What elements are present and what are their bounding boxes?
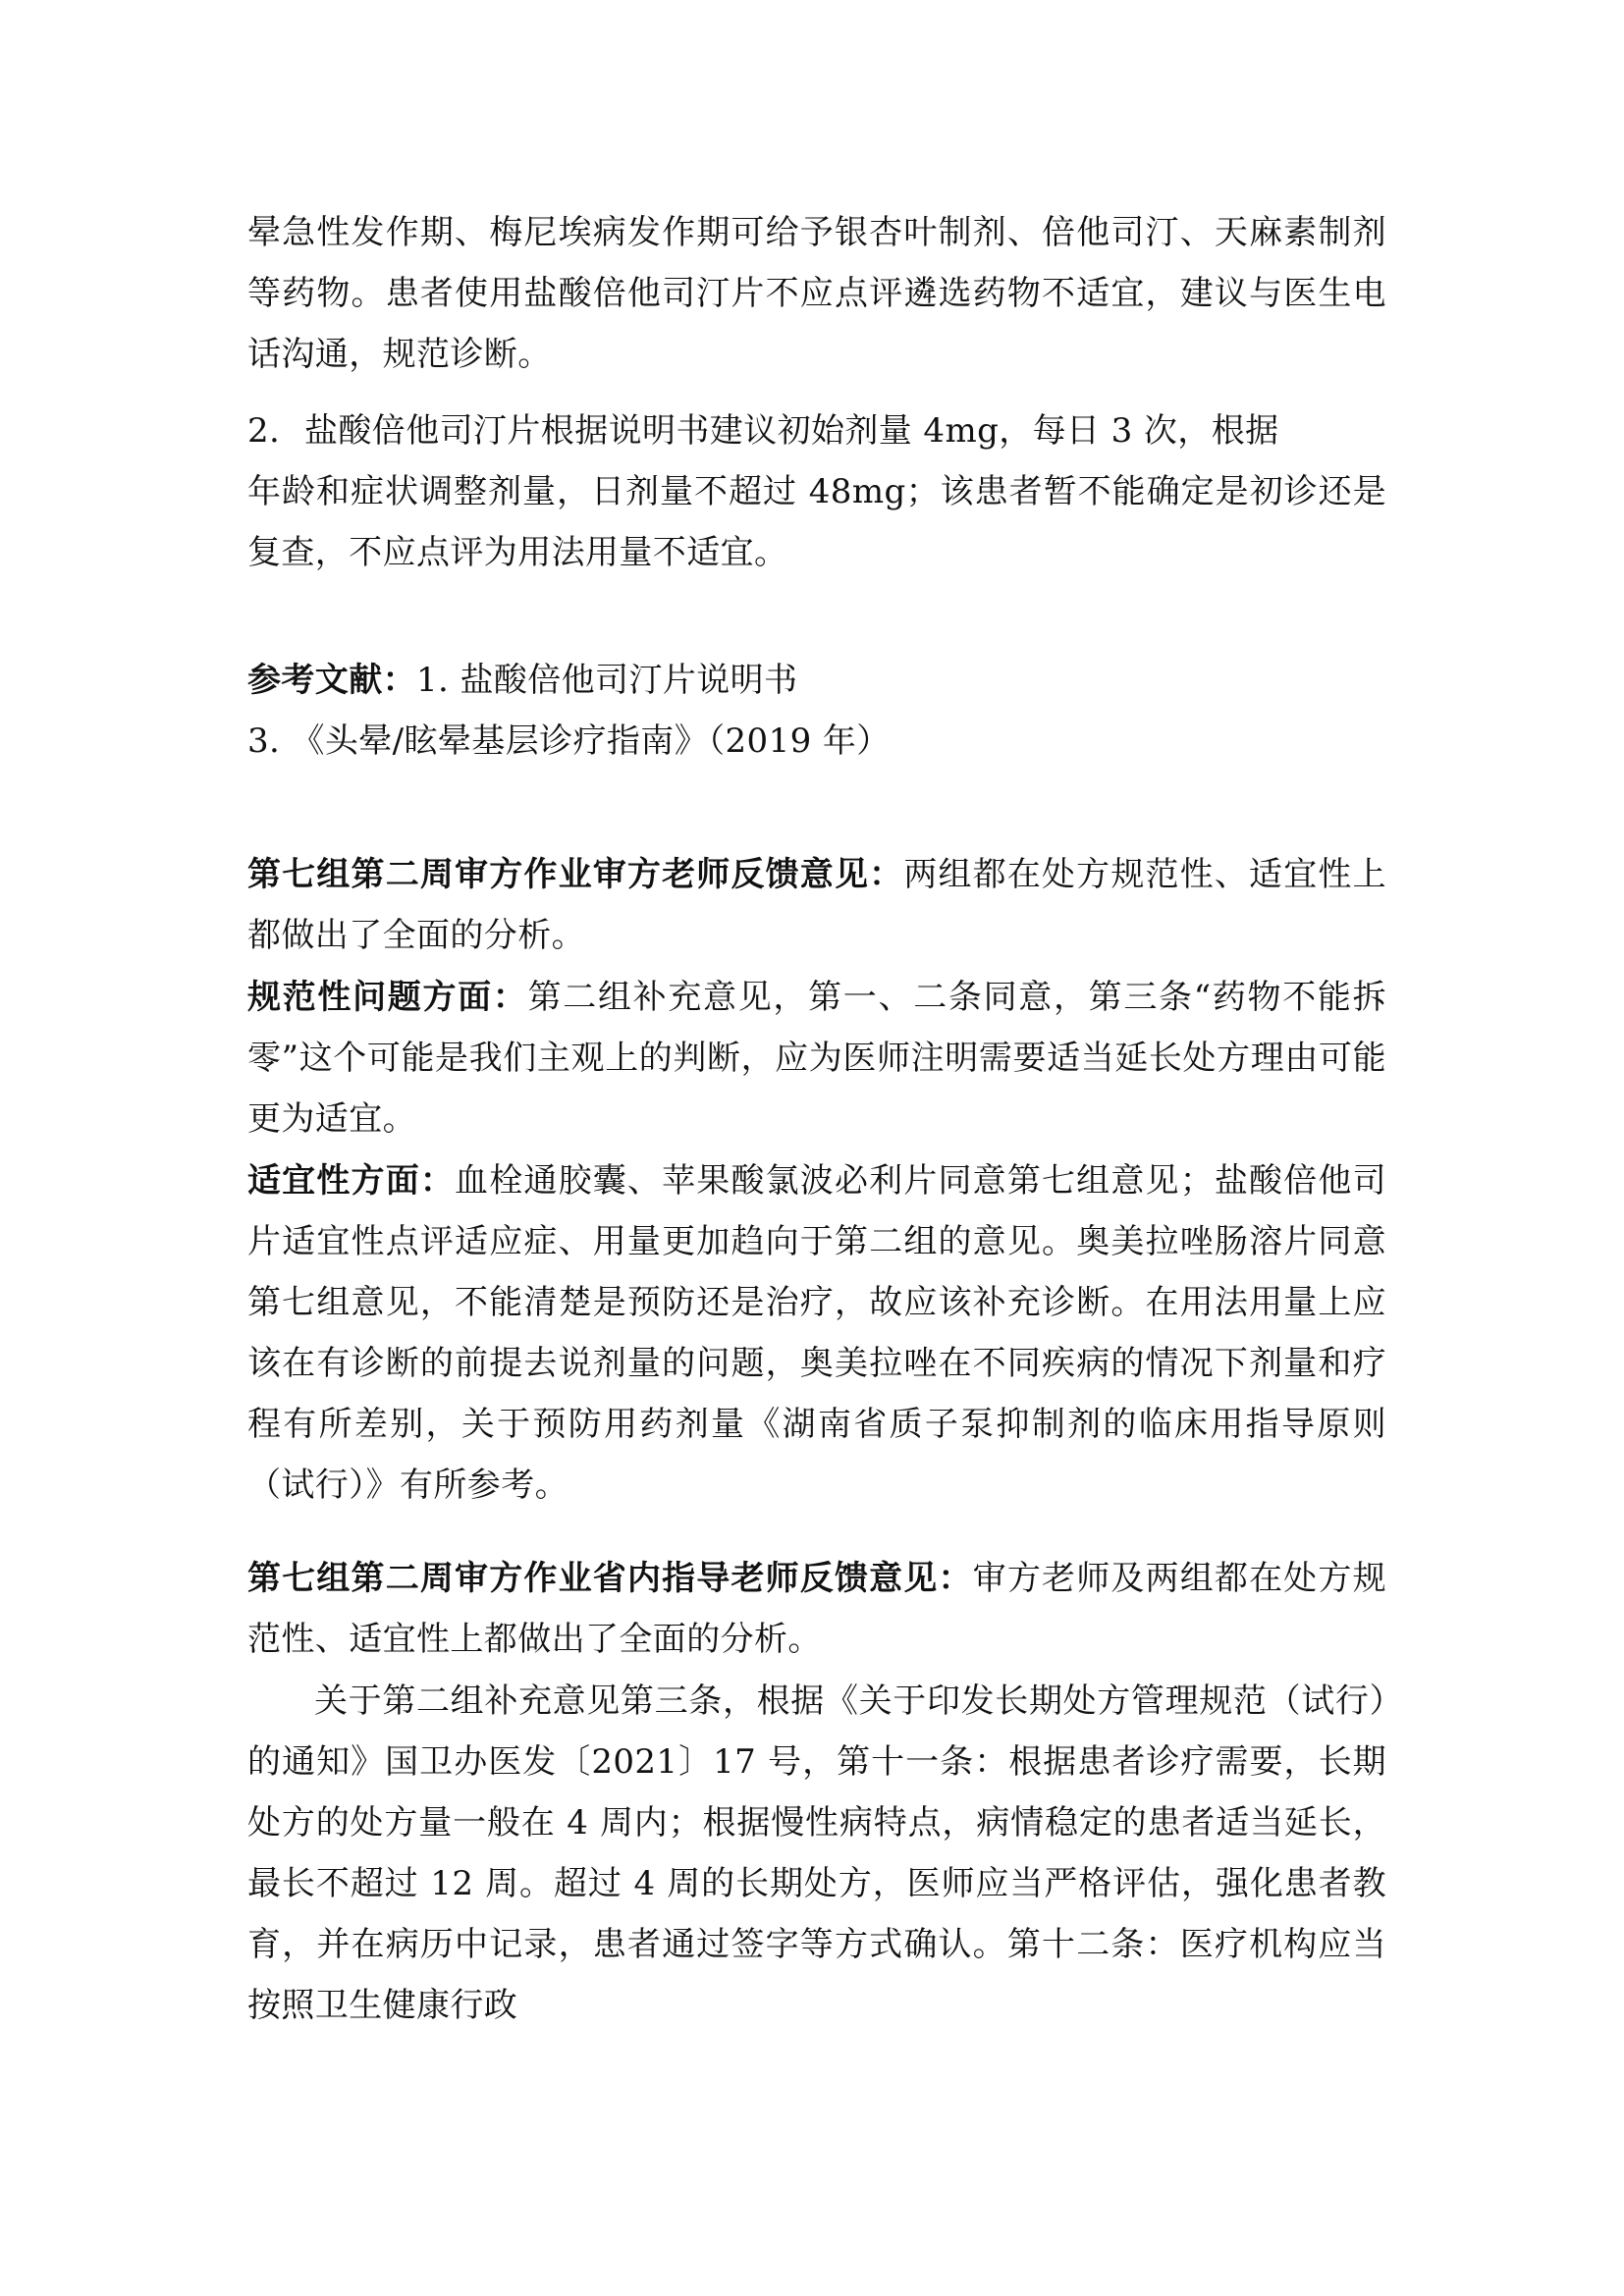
feedback-reviewer-text: 两组都在处方规范性、适宜性上都做出了全面的分析。 [247, 855, 1386, 955]
list-item-2 [247, 400, 1386, 583]
references-label: 参考文献： [247, 661, 416, 700]
normativity-text: 第二组补充意见，第一、二条同意，第三条“药物不能拆零”这个可能是我们主观上的判断，应为医师注明需要适当延长处方理由可能更为适宜。 [247, 978, 1386, 1139]
feedback-reviewer-heading: 第七组第二周审方作业审方老师反馈意见： [247, 855, 904, 894]
list-item-continuation: 年龄和症状调整剂量，日剂量不超过 48mg；该患者暂不能确定是初诊还是复查，不应点评为用法用量不适宜。 [247, 472, 1386, 572]
list-number: 2. [247, 411, 281, 451]
references-block [247, 650, 1386, 772]
reference-3: 3. 《头晕/眩晕基层诊疗指南》（2019 年） [247, 721, 891, 761]
reference-1: 1. 盐酸倍他司汀片说明书 [416, 661, 798, 700]
paragraph-vertigo-drugs [247, 202, 1386, 385]
list-item-first-line: 盐酸倍他司汀片根据说明书建议初始剂量 4mg，每日 3 次，根据 [304, 411, 1279, 451]
paragraph-text: 关于第二组补充意见第三条，根据《关于印发长期处方管理规范（试行）的通知》国卫办医发〔2021〕17 号，第十一条：根据患者诊疗需要，长期处方的处方量一般在 4 周内；根据慢性病特点，病情稳定的患者适当延长，最长不超过 12 周。超过 4 周的长期处方，医师应当严格评估，强化患者教育，并在病历中记录，患者通过签字等方式确认。第十二条：医疗机构应当按照卫生健康行政 [247, 1682, 1386, 2025]
suitability-text: 血栓通胶囊、苹果酸氯波必利片同意第七组意见；盐酸倍他司片适宜性点评适应症、用量更加趋向于第二组的意见。奥美拉唑肠溶片同意第七组意见，不能清楚是预防还是治疗，故应该补充诊断。在用法用量上应该在有诊断的前提去说剂量的问题，奥美拉唑在不同疾病的情况下剂量和疗程有所差别，关于预防用药剂量《湖南省质子泵抑制剂的临床用指导原则（试行）》有所参考。 [247, 1161, 1386, 1505]
feedback-provincial-heading: 第七组第二周审方作业省内指导老师反馈意见： [247, 1559, 973, 1598]
feedback-provincial-text: 审方老师及两组都在处方规范性、适宜性上都做出了全面的分析。 [247, 1559, 1386, 1659]
suitability-section [247, 1150, 1386, 1516]
long-term-prescription-paragraph [247, 1671, 1386, 2036]
feedback-provincial [247, 1548, 1386, 1670]
paragraph-text: 晕急性发作期、梅尼埃病发作期可给予银杏叶制剂、倍他司汀、天麻素制剂等药物。患者使用盐酸倍他司汀片不应点评遴选药物不适宜，建议与医生电话沟通，规范诊断。 [247, 213, 1386, 374]
normativity-section [247, 967, 1386, 1149]
normativity-heading: 规范性问题方面： [247, 978, 528, 1017]
suitability-heading: 适宜性方面： [247, 1161, 456, 1201]
feedback-reviewer [247, 844, 1386, 966]
